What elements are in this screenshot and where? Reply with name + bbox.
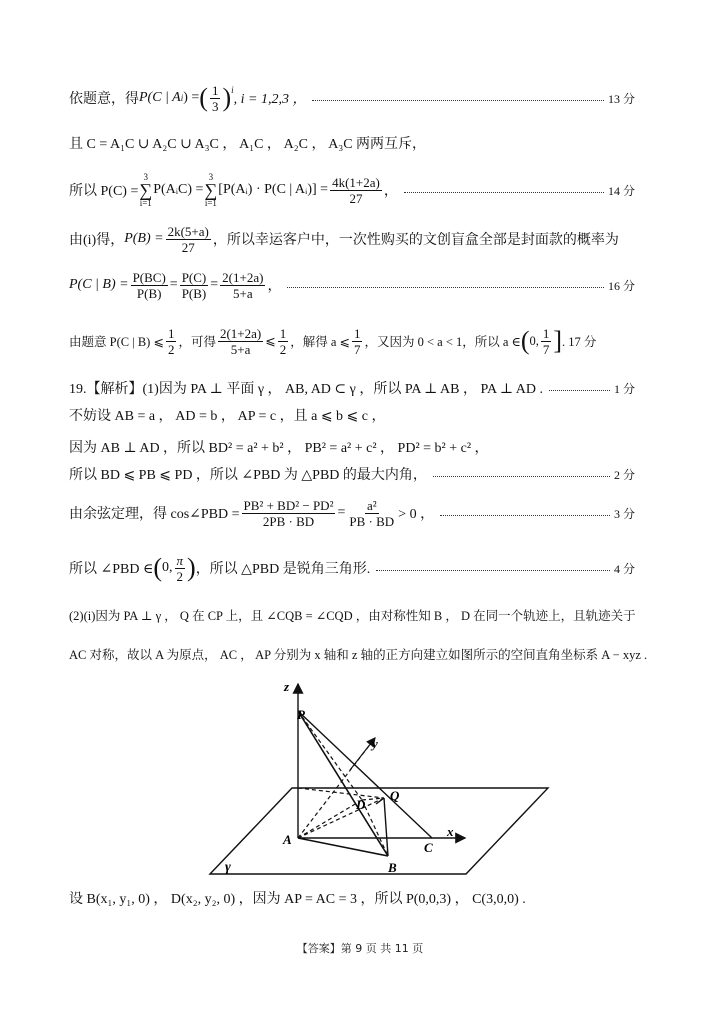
label-C: C [424, 840, 433, 855]
page-footer: 【答案】第 9 页 共 11 页 [296, 942, 424, 955]
line-12: 所以 ∠PBD ∈ ( 0, $\frac{\pi}{2}$ ) ，所以 △PBD 是锐角三角形. 4 分 [69, 552, 635, 584]
label-z: z [284, 679, 290, 694]
label-A: A [283, 832, 292, 847]
line-8: 不妨设 AB = a ， AD = b ， AP = c ，且 a ⩽ b ⩽ c ， [69, 409, 386, 424]
score-label: 13 分 [607, 91, 635, 106]
line-7: 19.【解析】(1)因为 PA ⊥ 平面 γ ， AB, AD ⊂ γ ，所以 PA ⊥ AB ， PA ⊥ AD . 1 分 [69, 381, 635, 397]
label-B: B [388, 860, 397, 875]
leader-dots [312, 99, 604, 101]
line-3: 所以 P(C) = 3 ∑ i=1 P(AᵢC) = 3 ∑ i=1 [P(Aᵢ) · P(C | Aᵢ)] = $\frac{4k(1+2a)}{27}$ ， 14 分 [69, 172, 635, 208]
line-2: 且 C = A₁C ∪ A₂C ∪ A₃C ， A₁C ， A₂C ， A₃C 两两互斥， [69, 137, 427, 152]
line-13: (2)(i)因为 PA ⊥ γ ， Q 在 CP 上，且 ∠CQB = ∠CQD ，由对称性知 B ， D 在同一个轨迹上，且轨迹关于 [69, 609, 636, 623]
label-x: x [447, 824, 454, 839]
label-P: P [297, 707, 305, 722]
line-14: AC 对称，故以 A 为原点， AC ， AP 分别为 x 轴和 z 轴的正方向建立如图所示的空间直角坐标系 A − xyz . [69, 648, 648, 662]
label-y: y [372, 736, 378, 751]
line-1: 依题意，得 P(C | A i ) = ( $\frac{1}{3}$ ) $^i$ , i = 1,2,3 ， 13 分 [69, 82, 635, 114]
sum-symbol-1: 3 ∑ i=1 [139, 172, 153, 208]
line-11: 由余弦定理，得 cos∠PBD = $\frac{\text{PB² + BD² − PD²}}{2PB \cdot BD}$ = $\frac{\text{a²}}{PB \cdot BD}$ > 0 ， 3 分 [69, 497, 635, 529]
line-6: 由题意 P(C | B) ⩽ $\frac{1}{2}$ ，可得 $\frac{2(1+2a)}{5+a}$ ⩽ $\frac{1}{2}$ ，解得 a ⩽ $\frac{1}{7}$ ，又因为 0 < a < 1，所以 a ∈ ( 0, $\frac{1}{7}$ ] . 17 分 [69, 325, 597, 357]
label-Q: Q [390, 788, 400, 803]
label-D: D [356, 797, 366, 812]
sum-symbol-2: 3 ∑ i=1 [204, 172, 218, 208]
line-10: 所以 BD ⩽ PB ⩽ PD ，所以 ∠PBD 为 △PBD 的最大内角， 2 分 [69, 467, 635, 483]
line-15: 设 B(x₁, y₁, 0) ， D(x₂, y₂, 0) ，因为 AP = AC = 3 ，所以 P(0,0,3) ， C(3,0,0) . [69, 892, 526, 907]
line-4: 由(i)得， P(B) = $\frac{2k(5+a)}{27}$ ，所以幸运客户中，一次性购买的文创盲盒全部是封面款的概率为 [69, 223, 619, 255]
line-9: 因为 AB ⊥ AD ，所以 BD² = a² + b² ， PB² = a² + c² ， PD² = b² + c² ， [69, 441, 489, 456]
label-gamma: γ [225, 860, 231, 875]
fraction-one-third: $\frac{1}{3}$ [211, 82, 219, 114]
line-5: P(C | B) = $\frac{P(BC)}{P(B)}$ = $\frac{P(C)}{P(B)}$ = $\frac{2(1+2a)}{5+a}$ ， 16 分 [69, 269, 635, 301]
coordinate-figure [0, 676, 720, 876]
